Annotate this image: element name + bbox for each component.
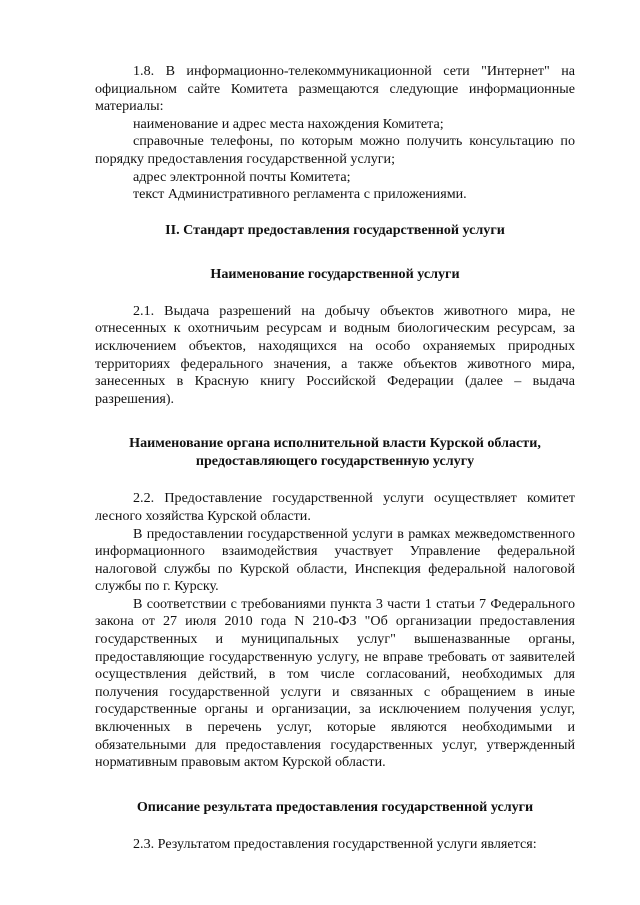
document-body: [95, 63, 575, 853]
paragraph-2-2: 2.2. Предоставление государственной услуги осуществляет комитет лесного хозяйства Курской области.: [95, 490, 575, 524]
heading-authority: Наименование органа исполнительной власти Курской области, предоставляющего государственную услугу: [129, 435, 541, 470]
paragraph-2-3: 2.3. Результатом предоставления государственной услуги является:: [133, 835, 537, 852]
paragraph-interagency: В предоставлении государственной услуги в рамках межведомственного информационного взаимодействия участвует Управление федеральной налоговой службы по Курской области, Инспекция федеральной налоговой службы по г. Курску.: [95, 525, 575, 595]
paragraph-1-8-intro: 1.8. В информационно-телекоммуникационной сети "Интернет" на официальном сайте Комитета размещаются следующие информационные материалы:: [95, 63, 575, 115]
paragraph-federal-law: В соответствии с требованиями пункта 3 части 1 статьи 7 Федерального закона от 27 июля 2010 года N 210-ФЗ "Об организации предоставления государственных и муниципальных услуг" вышеназванные органы, предоставляющие государственную услугу, не вправе требовать от заявителей осуществления действий, в том числе согласований, необходимых для получения государственной услуги и связанных с обращением в иные государственные органы и организации, за исключением получения услуг, включенных в перечень услуг, которые являются необходимыми и обязательными для предоставления государственных услуг, утвержденный нормативным правовым актом Курской области.: [95, 595, 575, 771]
heading-service-name: Наименование государственной услуги: [210, 265, 460, 282]
list-item-phones: справочные телефоны, по которым можно получить консультацию по порядку предоставления государственной услуги;: [95, 133, 575, 167]
list-item-email: адрес электронной почты Комитета;: [133, 168, 351, 185]
paragraph-2-1: 2.1. Выдача разрешений на добычу объектов животного мира, не отнесенных к охотничьим ресурсам и водным биологическим ресурсам, за исключением объектов, находящихся на особо охраняемых природных территориях федерального значения, а также объектов животного мира, занесенных в Красную книгу Российской Федерации (далее – выдача разрешения).: [95, 302, 575, 407]
list-item-regulation-text: текст Административного регламента с приложениями.: [133, 186, 467, 203]
list-item-address: наименование и адрес места нахождения Комитета;: [133, 115, 444, 132]
heading-result: Описание результата предоставления государственной услуги: [136, 798, 534, 815]
chapter-2-title: II. Стандарт предоставления государственной услуги: [165, 221, 505, 238]
